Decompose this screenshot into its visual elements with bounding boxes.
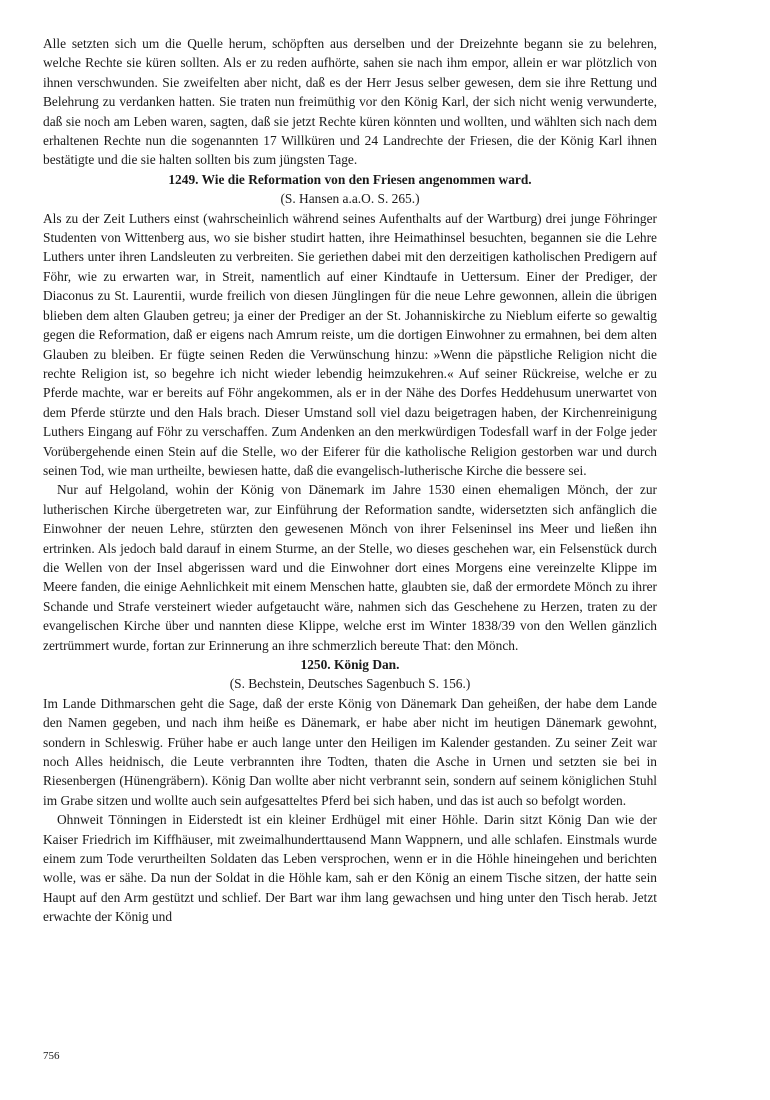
section-1250-source: (S. Bechstein, Deutsches Sagenbuch S. 156.) xyxy=(229,676,471,692)
page-number: 756 xyxy=(43,1050,60,1062)
page-body xyxy=(43,34,657,927)
section-1250-paragraph-1: Im Lande Dithmarschen geht die Sage, daß der erste König von Dänemark Dan geheißen, der habe dem Lande den Namen gegeben, und nach ihm heiße es Dänemark, er habe aber nicht im heutigen Dänemark gewohnt, sondern in Schleswig. Früher habe er auch lange unter den Heiligen im Kalender gestanden. Zu seiner Zeit war noch Alles heidnisch, die Leute verbrannten ihre Todten, thaten die Asche in Urnen und setzten sie bei in Riesenbergen (Hünengräbern). König Dan wollte aber nicht verbrannt sein, sondern auf seinem königlichen Stuhl im Grabe sitzen und wollte auch sein aufgesatteltes Pferd bei sich haben, und das ist auch so befolgt worden. xyxy=(43,695,657,808)
section-1249-source: (S. Hansen a.a.O. S. 265.) xyxy=(280,191,420,207)
section-1249-title: 1249. Wie die Reformation von den Friesen angenommen ward. xyxy=(168,171,532,187)
section-1250-paragraph-2: Ohnweit Tönningen in Eiderstedt ist ein kleiner Erdhügel mit einer Höhle. Darin sitzt König Dan wie der Kaiser Friedrich im Kiffhäuser, mit zweimalhunderttausend Mann Wappnern, und alle schlafen. Einstmals wurde einem zum Tode verurtheilten Soldaten das Leben versprochen, wenn er in die Höhle hineingehen und berichten wolle, was er sähe. Da nun der Soldat in die Höhle kam, sah er den König an einem Tische sitzen, der hatte sein Haupt auf den Arm gestützt und schlief. Der Bart war ihm lang gewachsen und hing unter den Tisch herab. Jetzt erwachte der König und xyxy=(43,812,657,925)
section-1250-title: 1250. König Dan. xyxy=(300,657,400,672)
section-1249-paragraph-1: Als zu der Zeit Luthers einst (wahrscheinlich während seines Aufenthalts auf der Wartburg) drei junge Föhringer Studenten von Wittenberg aus, wo sie bisher studirt hatten, ihre Heimathinsel besuchten, begannen sie die Lehre Luthers unter ihren Landsleuten zu verbreiten. Sie geriethen dabei mit den derzeitigen katholischen Predigern auf Föhr, wie zu erwarten war, in Streit, namentlich auf einer Kindtaufe in Uettersum. Einer der Prediger, der Diaconus zu St. Laurentii, wurde freilich von diesen Jünglingen für die neue Lehre gewonnen, allein die übrigen blieben dem alten Glauben getreu; ja einer der Prediger an der St. Johanniskirche zu Nieblum eiferte so gewaltig gegen die Reformation, daß er eigens nach Amrum reiste, um die dortigen Einwohner zu ermahnen, bei dem alten Glauben zu bleiben. Er fügte seinen Reden die Verwünschung hinzu: »Wenn die päpstliche Religion nicht die rechte Religion ist, so begehre ich nicht wieder lebendig heimzukehren.« Auf seiner Rückreise, welche er zu Pferde machte, war er bereits auf Föhr angekommen, als er in der Nähe des Dorfes Heddehusum unerwartet von dem Pferde stürzte und den Hals brach. Dieser Umstand soll viel dazu beigetragen haben, der Kirchenreinigung Luthers Eingang auf Föhr zu verschaffen. Zum Andenken an den merkwürdigen Todesfall warf in der Folge jeder Vorübergehende einen Stein auf die Stelle, wo der Eiferer für die katholische Religion gestorben war und durch seinen Tod, wie man urtheilte, bewiesen hatte, daß die evangelisch-lutherische Kirche die bessere sei. xyxy=(43,210,657,478)
intro-paragraph: Alle setzten sich um die Quelle herum, schöpften aus derselben und der Dreizehnte begann sie zu belehren, welche Rechte sie küren sollten. Als er zu reden aufhörte, sahen sie nach ihm empor, allein er war plötzlich von ihnen verschwunden. Sie zweifelten aber nicht, daß es der Herr Jesus selber gewesen, dem sie ihre Rettung und Belehrung zu verdanken hatten. Sie traten nun freimüthig vor den König Karl, der sich nicht wenig verwunderte, daß sie noch am Leben waren, sagten, daß sie jetzt Rechte küren könnten und wollten, und wählten sich nach dem erhaltenen Rechte nun die sogenannten 17 Willküren und 24 Landrechte der Friesen, die der König Karl ihnen bestätigte und die sie halten sollten bis zum jüngsten Tage. xyxy=(43,36,657,168)
section-1249-paragraph-2: Nur auf Helgoland, wohin der König von Dänemark im Jahre 1530 einen ehemaligen Mönch, der zur lutherischen Kirche übergetreten war, zur Einführung der Reformation sandte, widersetzten sich anfänglich die Einwohner der neuen Lehre, stürzten den gewesenen Mönch von ihrer Felseninsel ins Meer und ließen ihn ertrinken. Als jedoch bald darauf in einem Sturme, an der Stelle, wo dieses geschehen war, ein Felsenstück durch die Wellen von der Insel abgerissen ward und die Einwohner dort eines Morgens eine vereinzelte Klippe im Meere fanden, die einige Aehnlichkeit mit einem Menschen hatte, glaubten sie, daß der ermordete Mönch zu ihrer Schande und Strafe versteinert wieder aufgetaucht wäre, nahmen sich das Geschehene zu Herzen, traten zu der evangelischen Kirche über und nannten diese Klippe, welche erst im Winter 1838/39 von den Wellen gänzlich zertrümmert wurde, fortan zur Erinnerung an ihre schmerzlich bereute That: den Mönch. xyxy=(43,482,657,653)
